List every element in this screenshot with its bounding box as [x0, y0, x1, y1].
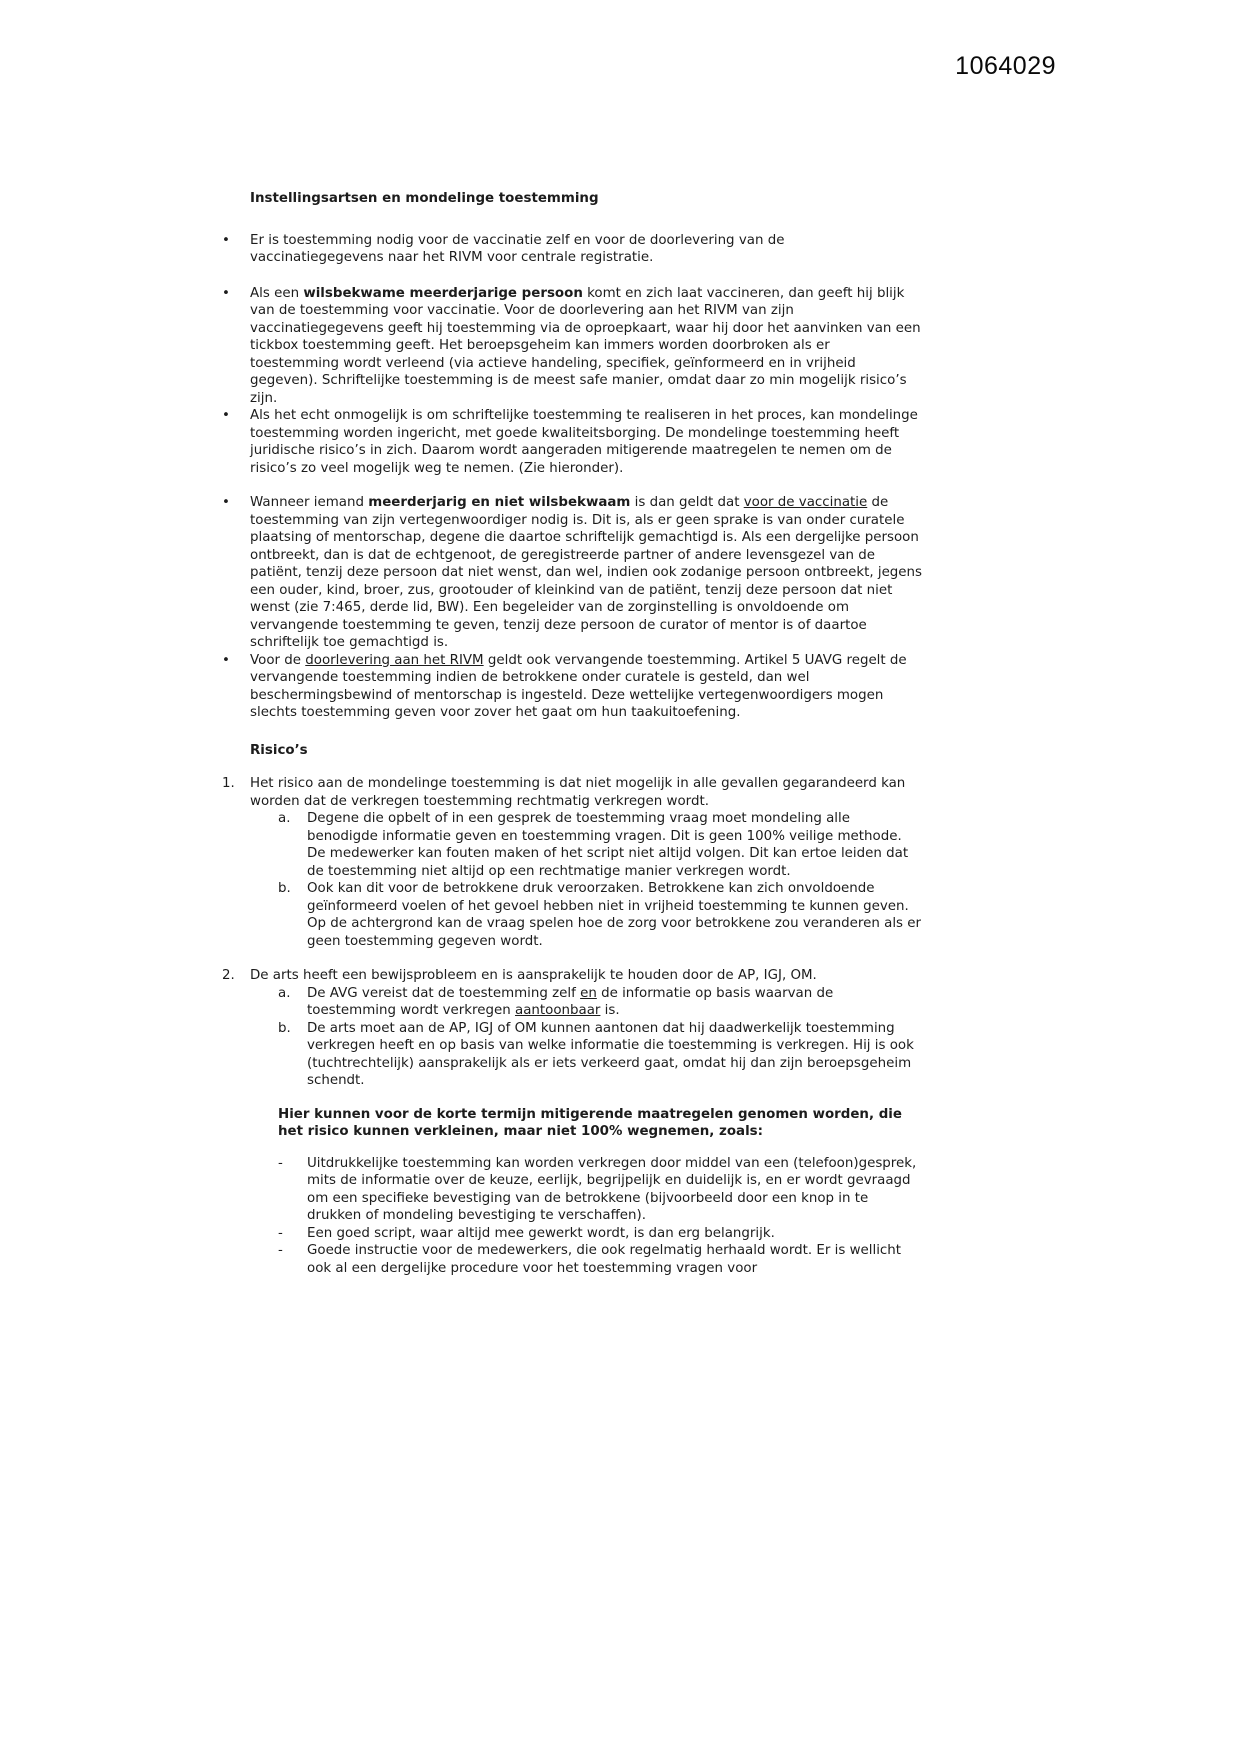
dash-item-text: Een goed script, waar altijd mee gewerkt wordt, is dan erg belangrijk.	[307, 1225, 775, 1241]
bullet-item	[222, 652, 922, 722]
letter-marker: a.	[278, 811, 291, 826]
sub-item-text: De arts moet aan de AP, IGJ of OM kunnen aantonen dat hij daadwerkelijk toestemming verkregen heeft en op basis van welke informatie die toestemming is verkregen. Hij is ook (tuchtrechtelijk) aansprakelijk als er iets verkeerd gaat, omdat hij dan zijn beroepsgeheim schendt.	[307, 1020, 914, 1088]
text-segment: komt en zich laat vaccineren, dan geeft hij blijk van de toestemming voor vaccinatie. Voor de doorlevering aan het RIVM van zijn vaccinatiegegevens geeft hij toestemming via de oproepkaart, waar hij door het aanvinken van een tickbox toestemming geeft. Het beroepsgeheim kan immers worden doorbroken als er toestemming wordt verleend (via actieve handeling, specifiek, geïnformeerd en in vrijheid gegeven). Schriftelijke toestemming is de meest safe manier, omdat daar zo min mogelijk risico’s zijn.	[250, 285, 921, 406]
page-number: 1064029	[955, 52, 1056, 80]
bullet-text	[250, 494, 922, 652]
number-marker: 2.	[222, 968, 235, 983]
bullet-icon: •	[222, 652, 230, 668]
sub-item	[278, 985, 922, 1020]
number-marker: 1.	[222, 776, 235, 791]
heading-risks: Risico’s	[250, 742, 308, 758]
numbered-item-text: De arts heeft een bewijsprobleem en is aansprakelijk te houden door de AP, IGJ, OM.	[250, 968, 817, 983]
sub-item-text	[307, 985, 922, 1020]
bullet-icon: •	[222, 285, 230, 301]
text-segment: De AVG vereist dat de toestemming zelf	[307, 985, 581, 1001]
text-segment: Wanneer iemand	[250, 495, 369, 510]
bullet-icon: •	[222, 408, 230, 423]
bullet-text: Er is toestemming nodig voor de vaccinatie zelf en voor de doorlevering van de vaccinatiegegevens naar het RIVM voor centrale registratie.	[250, 232, 785, 265]
sub-item	[278, 880, 922, 950]
numbered-item	[222, 775, 922, 810]
sub-item	[278, 810, 922, 880]
text-segment: geldt ook vervangende toestemming. Artikel 5 UAVG regelt de vervangende toestemming indien de betrokkene onder curatele is gesteld, dan wel beschermingsbewind of mentorschap is ingesteld. Deze wettelijke vertegenwoordigers mogen slechts toestemming geven voor zover het gaat om hun taakuitoefening.	[250, 652, 907, 720]
text-segment: is.	[600, 1003, 620, 1018]
text-segment-underlined: voor de vaccinatie	[743, 495, 868, 510]
mitigation-intro: Hier kunnen voor de korte termijn mitigerende maatregelen genomen worden, die het risico kunnen verkleinen, maar niet 100% wegnemen, zoals:	[278, 1106, 902, 1139]
dash-marker: -	[278, 1225, 283, 1241]
text-segment-underlined: doorlevering aan het RIVM	[305, 652, 484, 668]
text-segment-underlined: aantoonbaar	[514, 1003, 601, 1018]
dash-item	[278, 1155, 922, 1225]
dash-item-text: Goede instructie voor de medewerkers, die ook regelmatig herhaald wordt. Er is wellicht ook al een dergelijke procedure voor het toestemming vragen voor	[307, 1243, 902, 1276]
sub-item-text: Ook kan dit voor de betrokkene druk veroorzaken. Betrokkene kan zich onvoldoende geïnformeerd voelen of het gevoel hebben niet in vrijheid toestemming te kunnen geven. Op de achtergrond kan de vraag spelen hoe de zorg voor betrokkene zou veranderen als er geen toestemming gegeven wordt.	[307, 881, 922, 949]
sub-item-text: Degene die opbelt of in een gesprek de toestemming vraag moet mondeling alle benodigde informatie geven en toestemming vragen. Dit is geen 100% veilige methode. De medewerker kan fouten maken of het script niet altijd volgen. Dit kan ertoe leiden dat de toestemming niet altijd op een rechtmatige manier verkregen wordt.	[307, 811, 909, 879]
text-segment: Als een	[250, 285, 304, 301]
dash-marker: -	[278, 1155, 283, 1171]
sub-item	[278, 1020, 922, 1090]
bullet-item	[222, 407, 922, 477]
text-segment-bold: wilsbekwame meerderjarige persoon	[303, 285, 583, 301]
numbered-item-text: Het risico aan de mondelinge toestemming is dat niet mogelijk in alle gevallen gegarandeerd kan worden dat de verkregen toestemming rechtmatig verkregen wordt.	[250, 776, 906, 809]
text-segment: de informatie op basis waarvan de toestemming wordt verkregen	[307, 985, 834, 1018]
bullet-text	[250, 285, 922, 408]
dash-item	[278, 1225, 922, 1243]
dash-marker: -	[278, 1243, 283, 1258]
bullet-text: Als het echt onmogelijk is om schriftelijke toestemming te realiseren in het proces, kan mondelinge toestemming worden ingericht, met goede kwaliteitsborging. De mondelinge toestemming heeft juridische risico’s in zich. Daarom wordt aangeraden mitigerende maatregelen te nemen om de risico’s zo veel mogelijk weg te nemen. (Zie hieronder).	[250, 408, 918, 476]
bullet-icon: •	[222, 495, 230, 510]
bullet-text	[250, 652, 922, 722]
bullet-item	[222, 494, 922, 652]
text-segment: de toestemming van zijn vertegenwoordiger nodig is. Dit is, als er geen sprake is van onder curatele plaatsing of mentorschap, degene die daartoe schriftelijk gemachtigd is. Als een dergelijke persoon ontbreekt, dan is dat de echtgenoot, de geregistreerde partner of andere levensgezel van de patiënt, tenzij deze persoon dat niet wenst, dan wel, indien ook zodanige persoon ontbreekt, jegens een ouder, kind, broer, zus, grootouder of kleinkind van de patiënt, tenzij deze persoon dat niet wenst (zie 7:465, derde lid, BW). Een begeleider van de zorginstelling is onvoldoende om vervangende toestemming te geven, tenzij deze persoon de curator of mentor is of daartoe schriftelijk toe gemachtigd is.	[250, 495, 923, 650]
dash-item-text: Uitdrukkelijke toestemming kan worden verkregen door middel van een (telefoon)gesprek, mits de informatie over de keuze, eerlijk, begrijpelijk en duidelijk is, en er wordt gevraagd om een specifieke bevestiging van de betrokkene (bijvoorbeeld door een knop in te drukken of mondeling bevestiging te verschaffen).	[307, 1155, 917, 1223]
text-segment-underlined: en	[580, 985, 597, 1001]
heading-consent: Instellingsartsen en mondelinge toestemming	[250, 191, 599, 206]
text-segment: Voor de	[250, 652, 306, 668]
text-segment: is dan geldt dat	[630, 495, 744, 510]
letter-marker: b.	[278, 881, 291, 896]
bullet-item	[222, 285, 922, 408]
document-content	[222, 190, 922, 1277]
letter-marker: b.	[278, 1020, 291, 1036]
text-segment-bold: meerderjarig en niet wilsbekwaam	[368, 495, 631, 510]
bullet-icon: •	[222, 232, 230, 248]
letter-marker: a.	[278, 985, 291, 1001]
dash-item	[278, 1242, 922, 1277]
numbered-item	[222, 967, 922, 985]
bullet-item	[222, 232, 922, 267]
